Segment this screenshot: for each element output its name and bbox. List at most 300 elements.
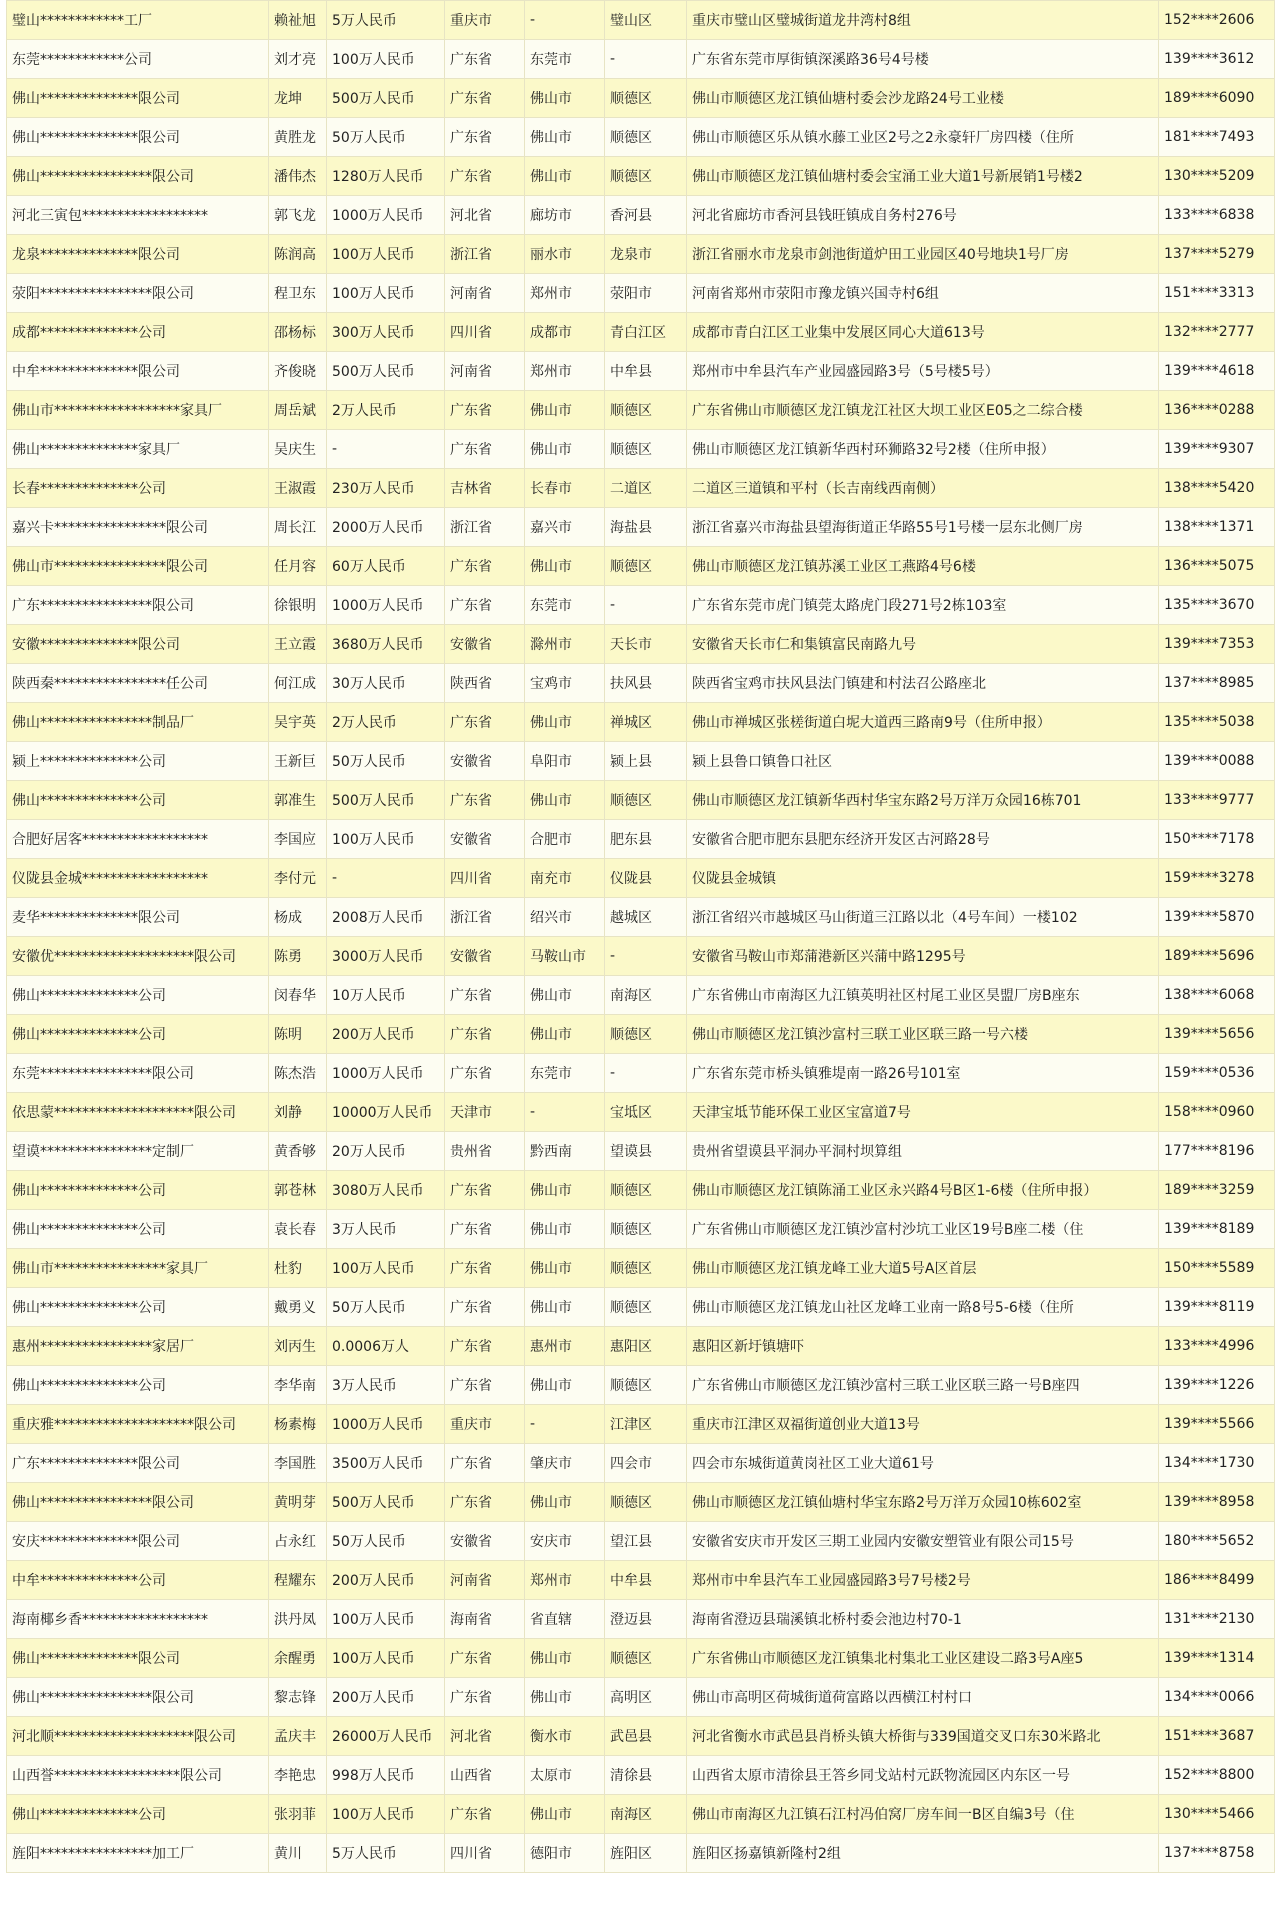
table-row	[7, 586, 1275, 625]
company-name-cell: 佛山**************限公司	[7, 1639, 269, 1678]
province-cell: 广东省	[445, 1366, 525, 1405]
phone-cell: 150****5589	[1159, 1249, 1275, 1288]
contact-name-cell: 程耀东	[269, 1561, 327, 1600]
district-cell: 高明区	[605, 1678, 687, 1717]
province-cell: 安徽省	[445, 820, 525, 859]
table-row	[7, 40, 1275, 79]
table-row	[7, 1600, 1275, 1639]
contact-name-cell: 刘才亮	[269, 40, 327, 79]
company-name-cell: 佛山****************限公司	[7, 1678, 269, 1717]
table-row	[7, 547, 1275, 586]
address-cell: 河北省衡水市武邑县肖桥头镇大桥街与339国道交叉口东30米路北	[687, 1717, 1159, 1756]
district-cell: 顺德区	[605, 157, 687, 196]
phone-cell: 139****9307	[1159, 430, 1275, 469]
district-cell: 顺德区	[605, 781, 687, 820]
table-row	[7, 430, 1275, 469]
city-cell: 佛山市	[525, 1678, 605, 1717]
phone-cell: 135****3670	[1159, 586, 1275, 625]
phone-cell: 132****2777	[1159, 313, 1275, 352]
district-cell: 肥东县	[605, 820, 687, 859]
registered-capital-cell: 50万人民币	[327, 1288, 445, 1327]
table-row	[7, 1444, 1275, 1483]
district-cell: 璧山区	[605, 1, 687, 40]
address-cell: 广东省东莞市厚街镇深溪路36号4号楼	[687, 40, 1159, 79]
contact-name-cell: 刘静	[269, 1093, 327, 1132]
city-cell: 佛山市	[525, 1639, 605, 1678]
city-cell: 佛山市	[525, 79, 605, 118]
province-cell: 安徽省	[445, 937, 525, 976]
registered-capital-cell: 230万人民币	[327, 469, 445, 508]
company-name-cell: 嘉兴卡****************限公司	[7, 508, 269, 547]
province-cell: 广东省	[445, 976, 525, 1015]
address-cell: 海南省澄迈县瑞溪镇北桥村委会池边村70-1	[687, 1600, 1159, 1639]
contact-name-cell: 陈明	[269, 1015, 327, 1054]
phone-cell: 139****8119	[1159, 1288, 1275, 1327]
phone-cell: 134****0066	[1159, 1678, 1275, 1717]
address-cell: 佛山市顺德区龙江镇新华西村环狮路32号2楼（住所申报）	[687, 430, 1159, 469]
registered-capital-cell: 500万人民币	[327, 781, 445, 820]
table-row	[7, 352, 1275, 391]
table-row	[7, 1717, 1275, 1756]
table-row	[7, 1093, 1275, 1132]
registered-capital-cell: 500万人民币	[327, 352, 445, 391]
company-name-cell: 安徽**************限公司	[7, 625, 269, 664]
registered-capital-cell: 10000万人民币	[327, 1093, 445, 1132]
address-cell: 安徽省天长市仁和集镇富民南路九号	[687, 625, 1159, 664]
registered-capital-cell: 998万人民币	[327, 1756, 445, 1795]
address-cell: 佛山市南海区九江镇石江村冯伯窝厂房车间一B区自编3号（住	[687, 1795, 1159, 1834]
contact-name-cell: 黄胜龙	[269, 118, 327, 157]
address-cell: 贵州省望谟县平洞办平洞村坝算组	[687, 1132, 1159, 1171]
contact-name-cell: 陈杰浩	[269, 1054, 327, 1093]
district-cell: 顺德区	[605, 79, 687, 118]
company-name-cell: 荥阳****************限公司	[7, 274, 269, 313]
registered-capital-cell: 1000万人民币	[327, 196, 445, 235]
contact-name-cell: 杨成	[269, 898, 327, 937]
address-cell: 四会市东城街道黄岗社区工业大道61号	[687, 1444, 1159, 1483]
province-cell: 广东省	[445, 430, 525, 469]
province-cell: 广东省	[445, 547, 525, 586]
contact-name-cell: 郭准生	[269, 781, 327, 820]
province-cell: 河南省	[445, 352, 525, 391]
registered-capital-cell: 300万人民币	[327, 313, 445, 352]
phone-cell: 139****5566	[1159, 1405, 1275, 1444]
district-cell: 清徐县	[605, 1756, 687, 1795]
phone-cell: 139****1314	[1159, 1639, 1275, 1678]
address-cell: 浙江省丽水市龙泉市剑池街道炉田工业园区40号地块1号厂房	[687, 235, 1159, 274]
company-name-cell: 佛山市****************家具厂	[7, 1249, 269, 1288]
city-cell: 佛山市	[525, 781, 605, 820]
city-cell: 佛山市	[525, 1366, 605, 1405]
province-cell: 河北省	[445, 1717, 525, 1756]
province-cell: 广东省	[445, 1210, 525, 1249]
contact-name-cell: 黄香够	[269, 1132, 327, 1171]
company-name-cell: 广东****************限公司	[7, 586, 269, 625]
contact-name-cell: 陈润高	[269, 235, 327, 274]
contact-name-cell: 闵春华	[269, 976, 327, 1015]
province-cell: 广东省	[445, 118, 525, 157]
registered-capital-cell: 3万人民币	[327, 1366, 445, 1405]
registered-capital-cell: 500万人民币	[327, 1483, 445, 1522]
address-cell: 重庆市璧山区璧城街道龙井湾村8组	[687, 1, 1159, 40]
registered-capital-cell: 2万人民币	[327, 703, 445, 742]
table-row	[7, 196, 1275, 235]
city-cell: -	[525, 1, 605, 40]
table-row	[7, 235, 1275, 274]
phone-cell: 134****1730	[1159, 1444, 1275, 1483]
province-cell: 天津市	[445, 1093, 525, 1132]
company-name-cell: 山西誉******************限公司	[7, 1756, 269, 1795]
table-row	[7, 1171, 1275, 1210]
registered-capital-cell: 200万人民币	[327, 1015, 445, 1054]
phone-cell: 139****7353	[1159, 625, 1275, 664]
registered-capital-cell: 3万人民币	[327, 1210, 445, 1249]
company-name-cell: 佛山**************公司	[7, 1171, 269, 1210]
table-body	[7, 1, 1275, 1873]
contact-name-cell: 何江成	[269, 664, 327, 703]
city-cell: 衡水市	[525, 1717, 605, 1756]
registered-capital-cell: 3000万人民币	[327, 937, 445, 976]
district-cell: 禅城区	[605, 703, 687, 742]
company-name-cell: 佛山**************公司	[7, 781, 269, 820]
province-cell: 浙江省	[445, 235, 525, 274]
city-cell: 佛山市	[525, 1483, 605, 1522]
phone-cell: 139****3612	[1159, 40, 1275, 79]
city-cell: 佛山市	[525, 118, 605, 157]
registered-capital-cell: 1000万人民币	[327, 586, 445, 625]
table-row	[7, 118, 1275, 157]
registered-capital-cell: 100万人民币	[327, 235, 445, 274]
company-name-cell: 东莞****************限公司	[7, 1054, 269, 1093]
city-cell: 丽水市	[525, 235, 605, 274]
city-cell: 阜阳市	[525, 742, 605, 781]
registered-capital-cell: 1000万人民币	[327, 1405, 445, 1444]
registered-capital-cell: 0.0006万人	[327, 1327, 445, 1366]
company-name-cell: 重庆雅********************限公司	[7, 1405, 269, 1444]
city-cell: 东莞市	[525, 40, 605, 79]
city-cell: 安庆市	[525, 1522, 605, 1561]
company-name-cell: 佛山**************限公司	[7, 118, 269, 157]
company-name-cell: 颍上**************公司	[7, 742, 269, 781]
district-cell: 荥阳市	[605, 274, 687, 313]
province-cell: 广东省	[445, 391, 525, 430]
registered-capital-cell: 100万人民币	[327, 1600, 445, 1639]
company-name-cell: 合肥好居客******************	[7, 820, 269, 859]
contact-name-cell: 赖祉旭	[269, 1, 327, 40]
company-name-cell: 佛山市****************限公司	[7, 547, 269, 586]
province-cell: 广东省	[445, 586, 525, 625]
registered-capital-cell: 100万人民币	[327, 820, 445, 859]
phone-cell: 138****5420	[1159, 469, 1275, 508]
city-cell: 佛山市	[525, 1015, 605, 1054]
province-cell: 河北省	[445, 196, 525, 235]
province-cell: 广东省	[445, 1015, 525, 1054]
phone-cell: 137****8758	[1159, 1834, 1275, 1873]
address-cell: 惠阳区新圩镇塘吓	[687, 1327, 1159, 1366]
phone-cell: 151****3313	[1159, 274, 1275, 313]
province-cell: 重庆市	[445, 1, 525, 40]
province-cell: 广东省	[445, 1483, 525, 1522]
city-cell: 南充市	[525, 859, 605, 898]
table-row	[7, 820, 1275, 859]
company-name-cell: 惠州****************家居厂	[7, 1327, 269, 1366]
contact-name-cell: 李国应	[269, 820, 327, 859]
district-cell: 惠阳区	[605, 1327, 687, 1366]
company-name-cell: 河北顺********************限公司	[7, 1717, 269, 1756]
company-name-cell: 麦华**************限公司	[7, 898, 269, 937]
phone-cell: 138****6068	[1159, 976, 1275, 1015]
city-cell: 德阳市	[525, 1834, 605, 1873]
phone-cell: 180****5652	[1159, 1522, 1275, 1561]
phone-cell: 136****0288	[1159, 391, 1275, 430]
province-cell: 重庆市	[445, 1405, 525, 1444]
company-name-cell: 中牟**************公司	[7, 1561, 269, 1600]
province-cell: 广东省	[445, 703, 525, 742]
province-cell: 广东省	[445, 1054, 525, 1093]
district-cell: 顺德区	[605, 118, 687, 157]
district-cell: 南海区	[605, 976, 687, 1015]
registered-capital-cell: 500万人民币	[327, 79, 445, 118]
phone-cell: 133****4996	[1159, 1327, 1275, 1366]
district-cell: 二道区	[605, 469, 687, 508]
district-cell: 顺德区	[605, 430, 687, 469]
phone-cell: 130****5466	[1159, 1795, 1275, 1834]
city-cell: 省直辖	[525, 1600, 605, 1639]
phone-cell: 152****8800	[1159, 1756, 1275, 1795]
province-cell: 浙江省	[445, 898, 525, 937]
table-row	[7, 469, 1275, 508]
table-row	[7, 1249, 1275, 1288]
district-cell: 顺德区	[605, 1015, 687, 1054]
province-cell: 安徽省	[445, 1522, 525, 1561]
registered-capital-cell: 3500万人民币	[327, 1444, 445, 1483]
address-cell: 安徽省合肥市肥东县肥东经济开发区古河路28号	[687, 820, 1159, 859]
address-cell: 佛山市顺德区龙江镇仙塘村委会宝涌工业大道1号新展销1号楼2	[687, 157, 1159, 196]
city-cell: 佛山市	[525, 1171, 605, 1210]
district-cell: 顺德区	[605, 547, 687, 586]
registered-capital-cell: 20万人民币	[327, 1132, 445, 1171]
province-cell: 四川省	[445, 313, 525, 352]
table-row	[7, 703, 1275, 742]
company-name-cell: 安庆**************限公司	[7, 1522, 269, 1561]
province-cell: 安徽省	[445, 742, 525, 781]
address-cell: 郑州市中牟县汽车产业园盛园路3号（5号楼5号）	[687, 352, 1159, 391]
address-cell: 佛山市高明区荷城街道荷富路以西横江村村口	[687, 1678, 1159, 1717]
phone-cell: 189****5696	[1159, 937, 1275, 976]
province-cell: 广东省	[445, 1795, 525, 1834]
district-cell: 顺德区	[605, 1639, 687, 1678]
table-row	[7, 1366, 1275, 1405]
province-cell: 广东省	[445, 157, 525, 196]
table-row	[7, 976, 1275, 1015]
city-cell: 佛山市	[525, 1288, 605, 1327]
company-name-cell: 依思蒙********************限公司	[7, 1093, 269, 1132]
contact-name-cell: 黎志锋	[269, 1678, 327, 1717]
registered-capital-cell: 100万人民币	[327, 1639, 445, 1678]
province-cell: 陕西省	[445, 664, 525, 703]
phone-cell: 159****3278	[1159, 859, 1275, 898]
province-cell: 海南省	[445, 1600, 525, 1639]
province-cell: 河南省	[445, 1561, 525, 1600]
phone-cell: 139****5656	[1159, 1015, 1275, 1054]
city-cell: 太原市	[525, 1756, 605, 1795]
district-cell: 越城区	[605, 898, 687, 937]
address-cell: 广东省佛山市顺德区龙江镇沙富村沙坑工业区19号B座二楼（住	[687, 1210, 1159, 1249]
city-cell: 郑州市	[525, 274, 605, 313]
district-cell: -	[605, 937, 687, 976]
district-cell: 颍上县	[605, 742, 687, 781]
registered-capital-cell: 200万人民币	[327, 1561, 445, 1600]
province-cell: 安徽省	[445, 625, 525, 664]
city-cell: 东莞市	[525, 586, 605, 625]
contact-name-cell: 潘伟杰	[269, 157, 327, 196]
phone-cell: 136****5075	[1159, 547, 1275, 586]
address-cell: 河北省廊坊市香河县钱旺镇成自务村276号	[687, 196, 1159, 235]
table-row	[7, 508, 1275, 547]
province-cell: 广东省	[445, 1444, 525, 1483]
district-cell: 顺德区	[605, 1171, 687, 1210]
table-row	[7, 1834, 1275, 1873]
address-cell: 浙江省嘉兴市海盐县望海街道正华路55号1号楼一层东北侧厂房	[687, 508, 1159, 547]
registered-capital-cell: 50万人民币	[327, 118, 445, 157]
province-cell: 吉林省	[445, 469, 525, 508]
registered-capital-cell: 26000万人民币	[327, 1717, 445, 1756]
city-cell: 廊坊市	[525, 196, 605, 235]
address-cell: 天津宝坻节能环保工业区宝富道7号	[687, 1093, 1159, 1132]
city-cell: 佛山市	[525, 976, 605, 1015]
contact-name-cell: 王淑霞	[269, 469, 327, 508]
contact-name-cell: 李艳忠	[269, 1756, 327, 1795]
registered-capital-cell: 2000万人民币	[327, 508, 445, 547]
company-name-cell: 安徽优********************限公司	[7, 937, 269, 976]
phone-cell: 139****5870	[1159, 898, 1275, 937]
phone-cell: 133****6838	[1159, 196, 1275, 235]
contact-name-cell: 齐俊晓	[269, 352, 327, 391]
contact-name-cell: 邵杨标	[269, 313, 327, 352]
province-cell: 广东省	[445, 1171, 525, 1210]
contact-name-cell: 吴宇英	[269, 703, 327, 742]
registered-capital-cell: 30万人民币	[327, 664, 445, 703]
city-cell: 成都市	[525, 313, 605, 352]
registered-capital-cell: 50万人民币	[327, 1522, 445, 1561]
phone-cell: 159****0536	[1159, 1054, 1275, 1093]
table-row	[7, 1522, 1275, 1561]
registered-capital-cell: 1280万人民币	[327, 157, 445, 196]
address-cell: 旌阳区扬嘉镇新隆村2组	[687, 1834, 1159, 1873]
table-row	[7, 859, 1275, 898]
table-row	[7, 1210, 1275, 1249]
phone-cell: 181****7493	[1159, 118, 1275, 157]
city-cell: 佛山市	[525, 1249, 605, 1288]
address-cell: 佛山市顺德区龙江镇龙山社区龙峰工业南一路8号5-6楼（住所	[687, 1288, 1159, 1327]
table-row	[7, 1561, 1275, 1600]
table-row	[7, 625, 1275, 664]
city-cell: 东莞市	[525, 1054, 605, 1093]
phone-cell: 152****2606	[1159, 1, 1275, 40]
contact-name-cell: 黄川	[269, 1834, 327, 1873]
contact-name-cell: 戴勇义	[269, 1288, 327, 1327]
phone-cell: 139****1226	[1159, 1366, 1275, 1405]
table-row	[7, 1405, 1275, 1444]
registered-capital-cell: 5万人民币	[327, 1834, 445, 1873]
city-cell: 郑州市	[525, 1561, 605, 1600]
table-row	[7, 1132, 1275, 1171]
district-cell: 顺德区	[605, 1483, 687, 1522]
district-cell: 中牟县	[605, 1561, 687, 1600]
company-name-cell: 仪陇县金城******************	[7, 859, 269, 898]
address-cell: 浙江省绍兴市越城区马山街道三江路以北（4号车间）一楼102	[687, 898, 1159, 937]
province-cell: 贵州省	[445, 1132, 525, 1171]
contact-name-cell: 占永红	[269, 1522, 327, 1561]
company-name-cell: 望谟****************定制厂	[7, 1132, 269, 1171]
table-row	[7, 157, 1275, 196]
registered-capital-cell: 10万人民币	[327, 976, 445, 1015]
city-cell: 佛山市	[525, 1210, 605, 1249]
company-name-cell: 东莞************公司	[7, 40, 269, 79]
district-cell: 顺德区	[605, 391, 687, 430]
address-cell: 重庆市江津区双福街道创业大道13号	[687, 1405, 1159, 1444]
city-cell: 肇庆市	[525, 1444, 605, 1483]
address-cell: 仪陇县金城镇	[687, 859, 1159, 898]
address-cell: 郑州市中牟县汽车工业园盛园路3号7号楼2号	[687, 1561, 1159, 1600]
address-cell: 二道区三道镇和平村（长吉南线西南侧）	[687, 469, 1159, 508]
phone-cell: 177****8196	[1159, 1132, 1275, 1171]
district-cell: 旌阳区	[605, 1834, 687, 1873]
registered-capital-cell: 100万人民币	[327, 1249, 445, 1288]
province-cell: 河南省	[445, 274, 525, 313]
province-cell: 广东省	[445, 781, 525, 820]
city-cell: 佛山市	[525, 391, 605, 430]
registered-capital-cell: 50万人民币	[327, 742, 445, 781]
company-name-cell: 佛山**************公司	[7, 1288, 269, 1327]
contact-name-cell: 郭飞龙	[269, 196, 327, 235]
province-cell: 广东省	[445, 1678, 525, 1717]
table-row	[7, 1639, 1275, 1678]
contact-name-cell: 袁长春	[269, 1210, 327, 1249]
district-cell: 海盐县	[605, 508, 687, 547]
company-name-cell: 佛山****************制品厂	[7, 703, 269, 742]
company-name-cell: 佛山**************公司	[7, 1366, 269, 1405]
contact-name-cell: 杨素梅	[269, 1405, 327, 1444]
phone-cell: 130****5209	[1159, 157, 1275, 196]
phone-cell: 139****4618	[1159, 352, 1275, 391]
province-cell: 广东省	[445, 1288, 525, 1327]
registered-capital-cell: 100万人民币	[327, 274, 445, 313]
province-cell: 广东省	[445, 40, 525, 79]
company-name-cell: 佛山**************公司	[7, 1210, 269, 1249]
district-cell: 四会市	[605, 1444, 687, 1483]
registered-capital-cell: -	[327, 859, 445, 898]
city-cell: 合肥市	[525, 820, 605, 859]
contact-name-cell: 周长江	[269, 508, 327, 547]
contact-name-cell: 孟庆丰	[269, 1717, 327, 1756]
contact-name-cell: 王立霞	[269, 625, 327, 664]
city-cell: 佛山市	[525, 157, 605, 196]
company-name-cell: 佛山市******************家具厂	[7, 391, 269, 430]
address-cell: 山西省太原市清徐县王答乡同戈站村元跃物流园区内东区一号	[687, 1756, 1159, 1795]
city-cell: 宝鸡市	[525, 664, 605, 703]
district-cell: 顺德区	[605, 1249, 687, 1288]
city-cell: 惠州市	[525, 1327, 605, 1366]
contact-name-cell: 张羽菲	[269, 1795, 327, 1834]
address-cell: 佛山市顺德区龙江镇新华西村华宝东路2号万洋万众园16栋701	[687, 781, 1159, 820]
address-cell: 广东省佛山市顺德区龙江镇龙江社区大坝工业区E05之二综合楼	[687, 391, 1159, 430]
table-row	[7, 1678, 1275, 1717]
table-row	[7, 664, 1275, 703]
city-cell: -	[525, 1405, 605, 1444]
company-name-cell: 广东**************限公司	[7, 1444, 269, 1483]
company-name-cell: 佛山****************限公司	[7, 157, 269, 196]
